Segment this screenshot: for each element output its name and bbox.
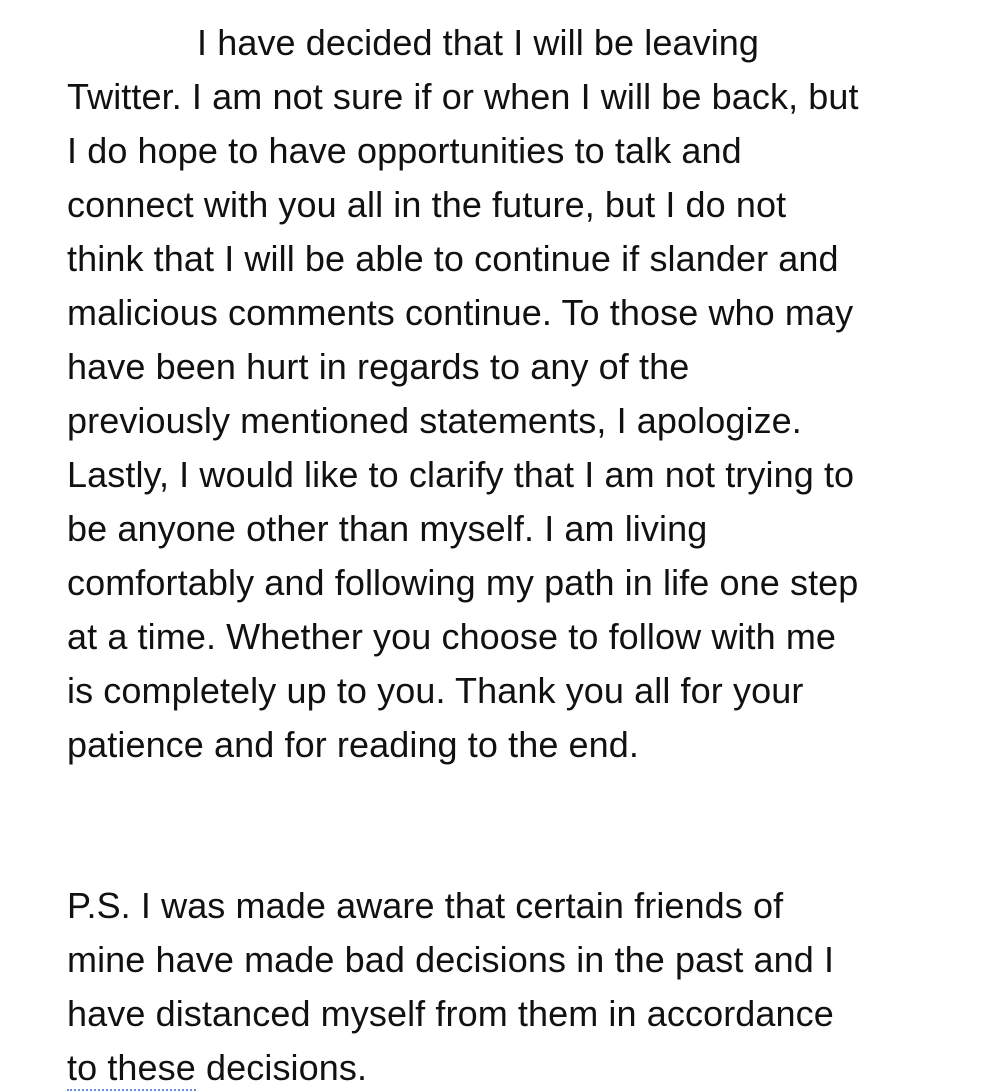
text-segment: decisions. (195, 1047, 368, 1088)
text-line: mine have made bad decisions in the past and I (67, 939, 835, 980)
text-line: I have decided that I will be leaving (197, 22, 760, 63)
text-line: malicious comments continue. To those who may (67, 292, 854, 333)
text-line: I do hope to have opportunities to talk and (67, 130, 742, 171)
text-line: be anyone other than myself. I am living (67, 508, 708, 549)
spellcheck-underlined-text[interactable]: to these (67, 1047, 196, 1091)
text-line: Lastly, I would like to clarify that I am not trying to (67, 454, 855, 495)
text-line: have distanced myself from them in accordance (67, 993, 834, 1034)
text-line: previously mentioned statements, I apologize. (67, 400, 802, 441)
text-line: think that I will be able to continue if slander and (67, 238, 839, 279)
text-line: comfortably and following my path in life one step (67, 562, 859, 603)
text-line: connect with you all in the future, but I do not (67, 184, 787, 225)
text-line: at a time. Whether you choose to follow with me (67, 616, 837, 657)
text-line: is completely up to you. Thank you all for your (67, 670, 804, 711)
text-line: P.S. I was made aware that certain friends of (67, 885, 784, 926)
text-line-last (67, 1046, 367, 1090)
text-line: patience and for reading to the end. (67, 724, 640, 765)
text-line: Twitter. I am not sure if or when I will be back, but (67, 76, 859, 117)
text-line: have been hurt in regards to any of the (67, 346, 690, 387)
